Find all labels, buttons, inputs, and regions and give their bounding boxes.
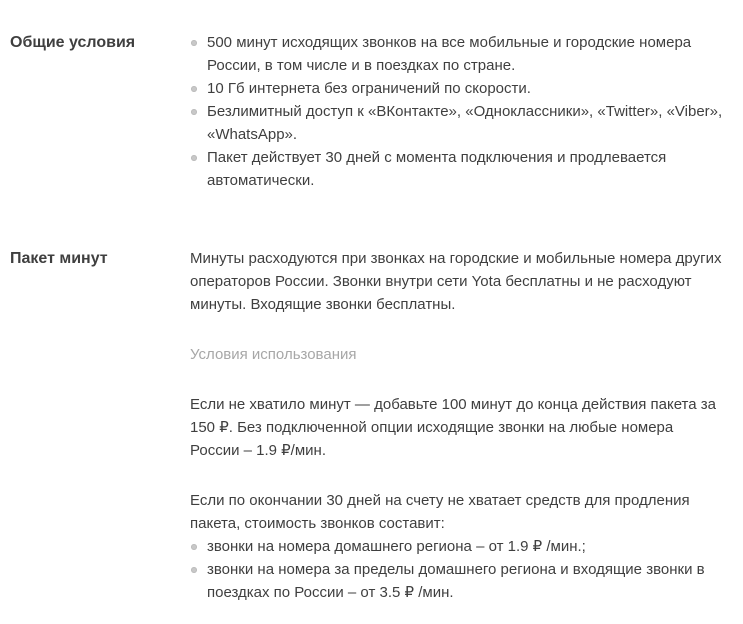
minutes-package-content (190, 247, 735, 604)
bullet-icon (191, 86, 197, 92)
list-item-text: Безлимитный доступ к «ВКонтакте», «Одноклассники», «Twitter», «Viber», «WhatsApp». (207, 103, 723, 143)
list-item-text: Пакет действует 30 дней с момента подключения и продлевается автоматически. (207, 149, 667, 189)
usage-terms-link[interactable]: Условия использования (190, 346, 357, 363)
renewal-pricing-block (190, 489, 735, 604)
bullet-icon (191, 544, 197, 550)
section-general-terms (10, 31, 735, 192)
list-item (190, 558, 735, 604)
list-item (190, 146, 735, 192)
general-terms-heading: Общие условия (10, 34, 136, 51)
list-item-text: звонки на номера домашнего региона – от 1.9 ₽ /мин.; (207, 538, 586, 555)
list-item-text: звонки на номера за пределы домашнего региона и входящие звонки в поездках по России – от 3.5 ₽ /мин. (207, 561, 705, 601)
section-minutes-package (10, 247, 735, 604)
renewal-pricing-list (190, 535, 735, 604)
bullet-icon (191, 109, 197, 115)
renewal-intro-paragraph: Если по окончании 30 дней на счету не хватает средств для продления пакета, стоимость звонков составит: (190, 492, 690, 532)
list-item (190, 77, 735, 100)
general-terms-list (190, 31, 735, 192)
list-item-text: 500 минут исходящих звонков на все мобильные и городские номера России, в том числе и в поездках по стране. (207, 34, 692, 74)
list-item (190, 100, 735, 146)
list-item-text: 10 Гб интернета без ограничений по скорости. (207, 80, 531, 97)
minutes-package-heading: Пакет минут (10, 250, 108, 267)
list-item (190, 31, 735, 77)
list-item (190, 535, 735, 558)
minutes-usage-paragraph: Минуты расходуются при звонках на городские и мобильные номера других операторов России. Звонки внутри сети Yota бесплатны и не расходуют минуты. Входящие звонки бесплатны. (190, 250, 722, 313)
bullet-icon (191, 567, 197, 573)
bullet-icon (191, 155, 197, 161)
usage-terms-link-wrap (190, 343, 735, 366)
bullet-icon (191, 40, 197, 46)
general-terms-content (190, 31, 735, 192)
add-minutes-paragraph: Если не хватило минут — добавьте 100 минут до конца действия пакета за 150 ₽. Без подключенной опции исходящие звонки на любые номера России – 1.9 ₽/мин. (190, 396, 716, 459)
